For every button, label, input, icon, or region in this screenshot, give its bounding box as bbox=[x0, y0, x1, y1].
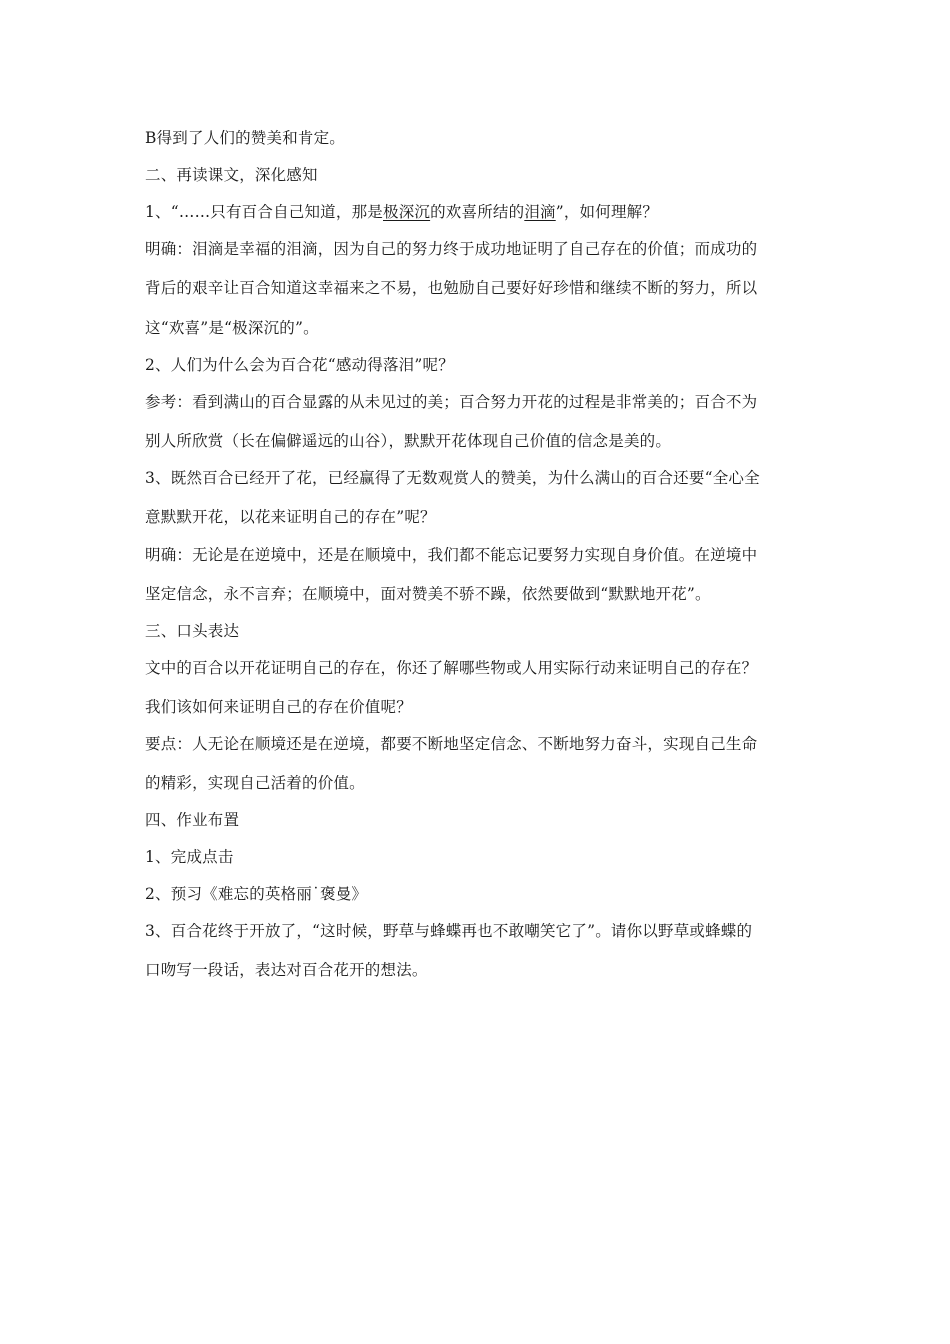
oral-prompt-line-1: 文中的百合以开花证明自己的存在，你还了解哪些物或人用实际行动来证明自己的存在？ bbox=[145, 659, 758, 677]
answer-3-line-2: 坚定信念，永不言弃；在顺境中，面对赞美不骄不躁，依然要做到“默默地开花”。 bbox=[145, 585, 711, 603]
question-3-line-2: 意默默开花，以花来证明自己的存在”呢？ bbox=[145, 508, 436, 526]
question-1-underline-b: 泪滴 bbox=[524, 203, 556, 221]
key-points-line-1: 要点：人无论在顺境还是在逆境，都要不断地坚定信念、不断地努力奋斗，实现自己生命 bbox=[145, 735, 758, 753]
section-heading-homework: 四、作业布置 bbox=[145, 811, 240, 829]
answer-1-line-1: 明确：泪滴是幸福的泪滴，因为自己的努力终于成功地证明了自己存在的价值；而成功的 bbox=[145, 240, 758, 258]
question-1-text-a: 1、“……只有百合自己知道，那是 bbox=[145, 203, 383, 221]
answer-2-line-2: 别人所欣赏（长在偏僻遥远的山谷），默默开花体现自己价值的信念是美的。 bbox=[145, 432, 672, 450]
question-2: 2、人们为什么会为百合花“感动得落泪”呢？ bbox=[145, 356, 454, 374]
question-1-text-c: ”，如何理解？ bbox=[555, 203, 659, 221]
answer-1-line-3: 这“欢喜”是“极深沉的”。 bbox=[145, 319, 319, 337]
answer-3-line-1: 明确：无论是在逆境中，还是在顺境中，我们都不能忘记要努力实现自身价值。在逆境中 bbox=[145, 546, 758, 564]
section-heading-oral: 三、口头表达 bbox=[145, 622, 240, 640]
answer-1-line-2: 背后的艰辛让百合知道这幸福来之不易，也勉励自己要好好珍惜和继续不断的努力，所以 bbox=[145, 279, 758, 297]
question-3-line-1: 3、既然百合已经开了花，已经赢得了无数观赏人的赞美，为什么满山的百合还要“全心全 bbox=[145, 469, 760, 487]
homework-item-1: 1、完成点击 bbox=[145, 848, 234, 866]
question-1-underline-a: 极深沉 bbox=[383, 203, 431, 221]
homework-item-2: 2、预习《难忘的英格丽˙褒曼》 bbox=[145, 885, 368, 903]
key-points-line-2: 的精彩，实现自己活着的价值。 bbox=[145, 774, 365, 792]
homework-item-3-line-2: 口吻写一段话，表达对百合花开的想法。 bbox=[145, 961, 428, 979]
answer-2-line-1: 参考：看到满山的百合显露的从未见过的美；百合努力开花的过程是非常美的；百合不为 bbox=[145, 393, 758, 411]
question-1 bbox=[145, 202, 825, 222]
homework-item-3-line-1: 3、百合花终于开放了，“这时候，野草与蜂蝶再也不敢嘲笑它了”。请你以野草或蜂蝶的 bbox=[145, 922, 753, 940]
answer-option-b: B得到了人们的赞美和肯定。 bbox=[145, 129, 345, 147]
question-1-text-b: 的欢喜所结的 bbox=[430, 203, 525, 221]
oral-prompt-line-2: 我们该如何来证明自己的存在价值呢？ bbox=[145, 698, 412, 716]
section-heading-reread: 二、再读课文，深化感知 bbox=[145, 166, 318, 184]
